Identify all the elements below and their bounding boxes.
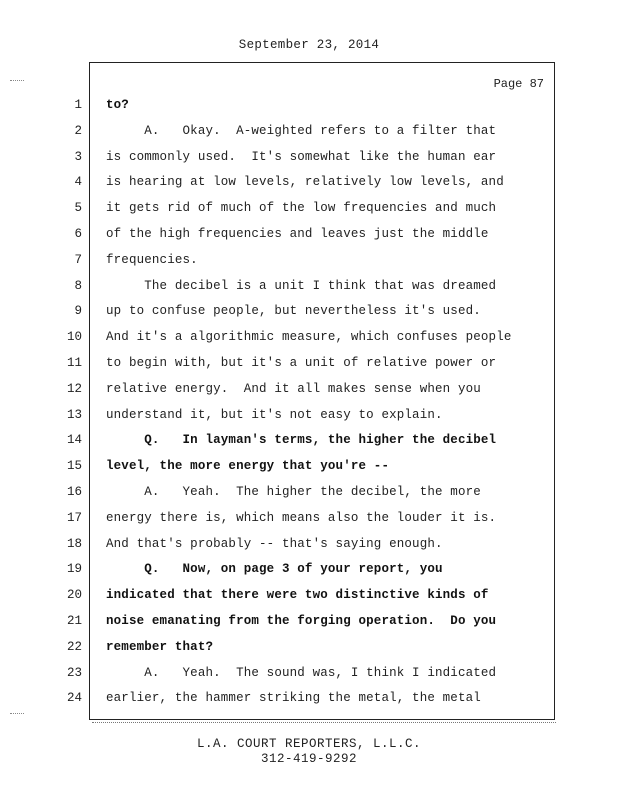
- question-line: level, the more energy that you're --: [106, 459, 390, 473]
- frame-bottom-shadow: [92, 722, 556, 723]
- line-number: 19: [66, 562, 82, 576]
- line-number: 11: [66, 356, 82, 370]
- question-line: Q. Now, on page 3 of your report, you: [106, 562, 443, 576]
- answer-line: understand it, but it's not easy to explain.: [106, 408, 443, 422]
- line-number: 7: [74, 253, 82, 267]
- line-number: 17: [66, 511, 82, 525]
- answer-line: earlier, the hammer striking the metal, the metal: [106, 691, 481, 705]
- line-number: 16: [66, 485, 82, 499]
- footer-phone: 312-419-9292: [260, 752, 357, 766]
- line-number: 22: [66, 640, 82, 654]
- footer-company: L.A. COURT REPORTERS, L.L.C.: [196, 737, 422, 751]
- line-number: 12: [66, 382, 82, 396]
- question-line: remember that?: [106, 640, 214, 654]
- line-number: 18: [66, 537, 82, 551]
- line-number: 20: [66, 588, 82, 602]
- question-line: indicated that there were two distinctive kinds of: [106, 588, 489, 602]
- line-number: 3: [74, 150, 82, 164]
- scan-mark: [10, 80, 24, 81]
- line-number: 15: [66, 459, 82, 473]
- line-number: 21: [66, 614, 82, 628]
- line-number: 4: [74, 175, 82, 189]
- answer-line: up to confuse people, but nevertheless it's used.: [106, 304, 481, 318]
- answer-line: is hearing at low levels, relatively low levels, and: [106, 175, 504, 189]
- answer-line: of the high frequencies and leaves just the middle: [106, 227, 489, 241]
- line-number: 1: [74, 98, 82, 112]
- question-line: to?: [106, 98, 129, 112]
- line-number: 8: [74, 279, 82, 293]
- answer-line: it gets rid of much of the low frequencies and much: [106, 201, 497, 215]
- line-number: 10: [66, 330, 82, 344]
- line-number: 5: [74, 201, 82, 215]
- answer-line: is commonly used. It's somewhat like the human ear: [106, 150, 497, 164]
- answer-line: A. Okay. A-weighted refers to a filter that: [106, 124, 497, 138]
- answer-line: A. Yeah. The higher the decibel, the more: [106, 485, 481, 499]
- page-number: Page 87: [493, 77, 544, 91]
- answer-line: The decibel is a unit I think that was dreamed: [106, 279, 497, 293]
- answer-line: And it's a algorithmic measure, which confuses people: [106, 330, 512, 344]
- question-line: Q. In layman's terms, the higher the decibel: [106, 433, 497, 447]
- answer-line: relative energy. And it all makes sense when you: [106, 382, 481, 396]
- line-number: 9: [74, 304, 82, 318]
- answer-line: energy there is, which means also the louder it is.: [106, 511, 497, 525]
- answer-line: frequencies.: [106, 253, 198, 267]
- answer-line: A. Yeah. The sound was, I think I indicated: [106, 666, 497, 680]
- question-line: noise emanating from the forging operation. Do you: [106, 614, 497, 628]
- answer-line: to begin with, but it's a unit of relative power or: [106, 356, 497, 370]
- scan-mark: [10, 713, 24, 714]
- line-number: 6: [74, 227, 82, 241]
- line-number: 14: [66, 433, 82, 447]
- line-number: 2: [74, 124, 82, 138]
- header-date: September 23, 2014: [238, 38, 380, 52]
- answer-line: And that's probably -- that's saying enough.: [106, 537, 443, 551]
- line-number: 23: [66, 666, 82, 680]
- line-number: 24: [66, 691, 82, 705]
- line-number: 13: [66, 408, 82, 422]
